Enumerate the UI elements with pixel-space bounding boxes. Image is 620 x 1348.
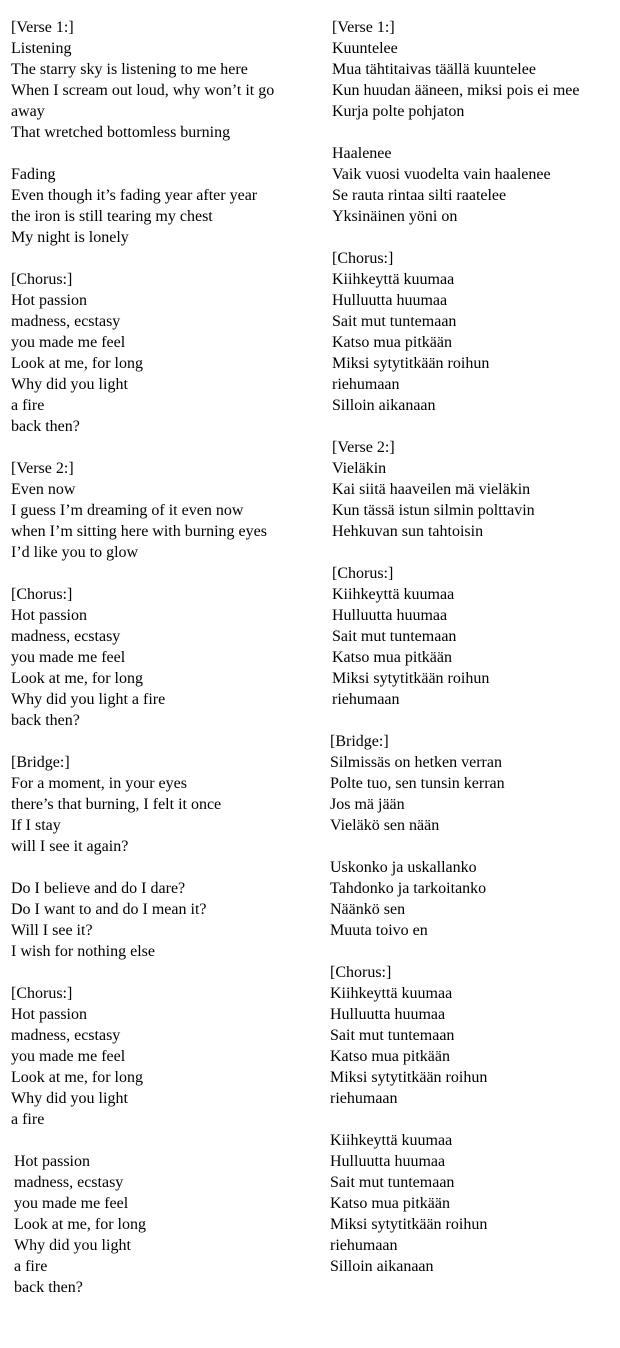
finnish-stanza <box>332 437 612 542</box>
finnish-lyric-line: Kai siitä haaveilen mä vieläkin <box>332 481 531 498</box>
finnish-lyric-line: Sait mut tuntemaan <box>330 1174 455 1191</box>
english-lyric-line: Why did you light <box>11 376 128 393</box>
finnish-lyric-line: [Verse 2:] <box>332 439 395 456</box>
finnish-lyric-line: Hulluutta huumaa <box>332 607 448 624</box>
finnish-lyrics-column <box>332 17 612 1298</box>
finnish-lyric-line: Kurja polte pohjaton <box>332 103 465 120</box>
finnish-lyric-line: Haalenee <box>332 145 392 162</box>
finnish-lyric-line: Silloin aikanaan <box>332 397 436 414</box>
english-lyric-line: madness, ecstasy <box>11 628 121 645</box>
english-stanza <box>11 983 301 1130</box>
finnish-stanza <box>330 731 612 836</box>
finnish-lyric-line: Kiihkeyttä kuumaa <box>332 271 455 288</box>
english-stanza <box>11 17 301 143</box>
finnish-lyric-line: Uskonko ja uskallanko <box>330 859 477 876</box>
english-lyric-line: Even though it’s fading year after year <box>11 187 258 204</box>
english-lyric-line: back then? <box>14 1279 83 1296</box>
english-lyric-line: a fire <box>11 1111 45 1128</box>
finnish-lyric-line: Kuuntelee <box>332 40 398 57</box>
finnish-lyric-line: Sait mut tuntemaan <box>330 1027 455 1044</box>
finnish-lyric-line: [Chorus:] <box>332 565 394 582</box>
finnish-lyric-line: Miksi sytytitkään roihun <box>330 1216 488 1233</box>
english-stanza <box>11 752 301 857</box>
finnish-stanza <box>330 1130 612 1277</box>
english-lyrics-column <box>11 17 301 1319</box>
finnish-lyric-line: Polte tuo, sen tunsin kerran <box>330 775 505 792</box>
english-lyric-line: madness, ecstasy <box>11 1027 121 1044</box>
finnish-stanza <box>332 17 612 122</box>
finnish-lyric-line: Mua tähtitaivas täällä kuuntelee <box>332 61 536 78</box>
finnish-lyric-line: Jos mä jään <box>330 796 405 813</box>
finnish-stanza <box>330 857 612 941</box>
english-lyric-line: you made me feel <box>11 334 126 351</box>
english-lyric-line: That wretched bottomless burning <box>11 124 231 141</box>
english-lyric-line: Look at me, for long <box>11 355 143 372</box>
english-lyric-line: Do I believe and do I dare? <box>11 880 186 897</box>
english-lyric-line: I wish for nothing else <box>11 943 155 960</box>
english-lyric-line: [Verse 1:] <box>11 19 74 36</box>
finnish-lyric-line: Silloin aikanaan <box>330 1258 434 1275</box>
english-lyric-line: a fire <box>14 1258 48 1275</box>
english-lyric-line: Look at me, for long <box>11 670 143 687</box>
english-lyric-line: Listening <box>11 40 72 57</box>
english-stanza <box>11 584 301 731</box>
english-lyric-line: Will I see it? <box>11 922 93 939</box>
english-lyric-line: you made me feel <box>14 1195 129 1212</box>
finnish-lyric-line: Katso mua pitkään <box>332 334 452 351</box>
finnish-lyric-line: Katso mua pitkään <box>330 1048 450 1065</box>
english-lyric-line: Hot passion <box>11 292 87 309</box>
finnish-stanza <box>332 563 612 710</box>
finnish-lyric-line: Silmissäs on hetken verran <box>330 754 502 771</box>
finnish-stanza <box>330 962 612 1109</box>
english-lyric-line: Look at me, for long <box>14 1216 146 1233</box>
english-lyric-line: Even now <box>11 481 76 498</box>
english-lyric-line: a fire <box>11 397 45 414</box>
finnish-lyric-line: Näänkö sen <box>330 901 406 918</box>
english-lyric-line: will I see it again? <box>11 838 129 855</box>
english-lyric-line: back then? <box>11 418 80 435</box>
english-stanza <box>11 878 301 962</box>
english-lyric-line: If I stay <box>11 817 61 834</box>
finnish-lyric-line: Muuta toivo en <box>330 922 428 939</box>
finnish-lyric-line: Miksi sytytitkään roihun <box>332 355 490 372</box>
english-lyric-line: The starry sky is listening to me here <box>11 61 248 78</box>
english-lyric-line: Hot passion <box>11 1006 87 1023</box>
english-lyric-line: My night is lonely <box>11 229 129 246</box>
finnish-lyric-line: Kiihkeyttä kuumaa <box>330 1132 453 1149</box>
finnish-lyric-line: Sait mut tuntemaan <box>332 628 457 645</box>
finnish-lyric-line: riehumaan <box>332 376 400 393</box>
finnish-lyric-line: [Chorus:] <box>330 964 392 981</box>
english-lyric-line: Hot passion <box>11 607 87 624</box>
finnish-lyric-line: Kun tässä istun silmin polttavin <box>332 502 535 519</box>
finnish-lyric-line: [Verse 1:] <box>332 19 395 36</box>
finnish-stanza <box>332 248 612 416</box>
english-lyric-line: [Verse 2:] <box>11 460 74 477</box>
english-lyric-line: I guess I’m dreaming of it even now <box>11 502 244 519</box>
english-lyric-line: Why did you light <box>11 1090 128 1107</box>
english-lyric-line: Look at me, for long <box>11 1069 143 1086</box>
finnish-lyric-line: riehumaan <box>330 1237 398 1254</box>
english-lyric-line: When I scream out loud, why won’t it go away <box>11 82 275 120</box>
english-stanza <box>14 1151 301 1298</box>
english-stanza <box>11 164 301 248</box>
english-lyric-line: Why did you light a fire <box>11 691 166 708</box>
finnish-lyric-line: Vaik vuosi vuodelta vain haalenee <box>332 166 551 183</box>
english-lyric-line: you made me feel <box>11 649 126 666</box>
english-lyric-line: when I’m sitting here with burning eyes <box>11 523 267 540</box>
finnish-lyric-line: [Bridge:] <box>330 733 389 750</box>
finnish-lyric-line: Miksi sytytitkään roihun <box>330 1069 488 1086</box>
finnish-lyric-line: Yksinäinen yöni on <box>332 208 458 225</box>
english-lyric-line: Do I want to and do I mean it? <box>11 901 207 918</box>
english-lyric-line: [Chorus:] <box>11 985 73 1002</box>
finnish-lyric-line: Hulluutta huumaa <box>332 292 448 309</box>
finnish-lyric-line: Miksi sytytitkään roihun <box>332 670 490 687</box>
finnish-lyric-line: Hehkuvan sun tahtoisin <box>332 523 484 540</box>
finnish-lyric-line: [Chorus:] <box>332 250 394 267</box>
english-lyric-line: you made me feel <box>11 1048 126 1065</box>
finnish-lyric-line: riehumaan <box>332 691 400 708</box>
english-lyric-line: madness, ecstasy <box>11 313 121 330</box>
english-lyric-line: [Bridge:] <box>11 754 70 771</box>
finnish-lyric-line: Kun huudan ääneen, miksi pois ei mee <box>332 82 580 99</box>
finnish-lyric-line: Kiihkeyttä kuumaa <box>332 586 455 603</box>
english-lyric-line: Hot passion <box>14 1153 90 1170</box>
english-lyric-line: back then? <box>11 712 80 729</box>
finnish-lyric-line: Katso mua pitkään <box>332 649 452 666</box>
finnish-lyric-line: Kiihkeyttä kuumaa <box>330 985 453 1002</box>
english-lyric-line: the iron is still tearing my chest <box>11 208 213 225</box>
finnish-lyric-line: Hulluutta huumaa <box>330 1153 446 1170</box>
english-lyric-line: there’s that burning, I felt it once <box>11 796 222 813</box>
finnish-stanza <box>332 143 612 227</box>
finnish-lyric-line: Tahdonko ja tarkoitanko <box>330 880 487 897</box>
english-lyric-line: madness, ecstasy <box>14 1174 124 1191</box>
english-stanza <box>11 269 301 437</box>
finnish-lyric-line: Vieläkö sen nään <box>330 817 440 834</box>
english-lyric-line: For a moment, in your eyes <box>11 775 187 792</box>
finnish-lyric-line: Vieläkin <box>332 460 387 477</box>
finnish-lyric-line: Sait mut tuntemaan <box>332 313 457 330</box>
english-stanza <box>11 458 301 563</box>
english-lyric-line: I’d like you to glow <box>11 544 139 561</box>
english-lyric-line: [Chorus:] <box>11 271 73 288</box>
english-lyric-line: Why did you light <box>14 1237 131 1254</box>
english-lyric-line: Fading <box>11 166 56 183</box>
finnish-lyric-line: riehumaan <box>330 1090 398 1107</box>
finnish-lyric-line: Katso mua pitkään <box>330 1195 450 1212</box>
finnish-lyric-line: Se rauta rintaa silti raatelee <box>332 187 507 204</box>
finnish-lyric-line: Hulluutta huumaa <box>330 1006 446 1023</box>
english-lyric-line: [Chorus:] <box>11 586 73 603</box>
